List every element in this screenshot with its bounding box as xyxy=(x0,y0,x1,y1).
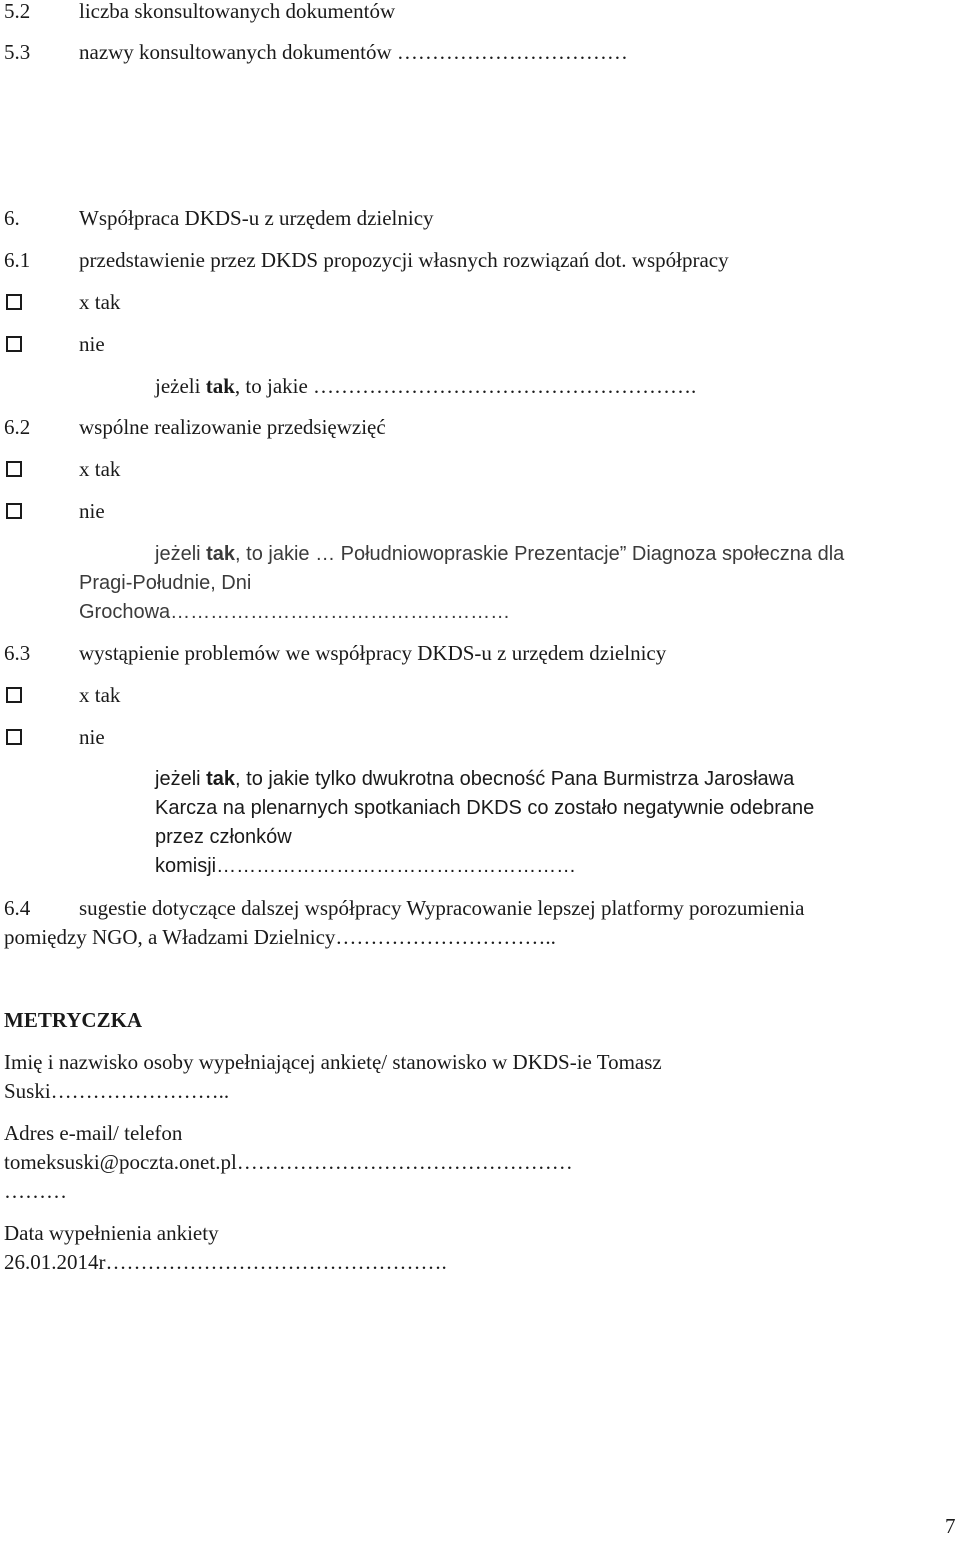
metryczka-contact-label: Adres e-mail/ telefon xyxy=(4,1121,183,1145)
question-number: 6.3 xyxy=(4,641,31,665)
metryczka-date-label: Data wypełnienia ankiety xyxy=(4,1221,219,1245)
option-6-3-yes-label: x tak xyxy=(79,683,121,707)
section-number: 6. xyxy=(4,206,20,230)
followup-6-1 xyxy=(155,372,696,401)
followup-6-3-line2: Karcza na plenarnych spotkaniach DKDS co zostało negatywnie odebrane xyxy=(155,797,815,819)
followup-tak: tak xyxy=(206,768,236,790)
option-6-1-no-label: nie xyxy=(79,332,105,356)
checkbox-6-1-yes[interactable] xyxy=(6,294,22,310)
checkbox-6-2-no[interactable] xyxy=(6,503,22,519)
followup-prefix: jeżeli xyxy=(155,768,207,790)
section-title: Współpraca DKDS-u z urzędem dzielnicy xyxy=(79,206,434,230)
followup-6-2-line2: Pragi-Południe, Dni xyxy=(79,572,252,594)
question-6-4-line2: pomiędzy NGO, a Władzami Dzielnicy………………………….. xyxy=(4,925,556,949)
followup-rest: , to jakie tylko dwukrotna obecność Pana Burmistrza Jarosława xyxy=(235,768,795,790)
item-5-3 xyxy=(4,38,628,67)
question-text: sugestie dotyczące dalszej współpracy Wypracowanie lepszej platformy porozumienia xyxy=(79,896,805,920)
question-number: 6.4 xyxy=(4,896,31,920)
checkbox-6-3-yes[interactable] xyxy=(6,687,22,703)
followup-rest: , to jakie ………………………………………………. xyxy=(234,374,697,398)
metryczka-name-line2: Suski…………………….. xyxy=(4,1079,230,1103)
option-6-2-no-label: nie xyxy=(79,499,105,523)
metryczka-contact-line2: ……… xyxy=(4,1179,67,1203)
item-number: 5.2 xyxy=(4,0,31,23)
question-6-4 xyxy=(4,894,805,923)
question-number: 6.2 xyxy=(4,415,31,439)
question-text: wspólne realizowanie przedsięwzięć xyxy=(79,415,386,439)
metryczka-name-line1: Imię i nazwisko osoby wypełniającej ankietę/ stanowisko w DKDS-ie Tomasz xyxy=(4,1050,662,1074)
option-6-2-yes-label: x tak xyxy=(79,457,121,481)
metryczka-heading: METRYCZKA xyxy=(4,1008,143,1032)
option-6-1-yes-label: x tak xyxy=(79,290,121,314)
section-6-heading xyxy=(4,204,434,233)
followup-tak: tak xyxy=(205,374,235,398)
question-6-3 xyxy=(4,639,667,668)
metryczka-date-value: 26.01.2014r…………………………………………. xyxy=(4,1250,447,1274)
followup-6-3 xyxy=(155,765,794,794)
item-text: nazwy konsultowanych dokumentów …………………………… xyxy=(79,40,628,64)
metryczka-contact-line1: tomeksuski@poczta.onet.pl………………………………………… xyxy=(4,1150,573,1174)
page-number: 7 xyxy=(945,1514,956,1538)
question-number: 6.1 xyxy=(4,248,31,272)
followup-rest: , to jakie … Południowopraskie Prezentacje” Diagnoza społeczna dla xyxy=(235,543,845,565)
question-text: wystąpienie problemów we współpracy DKDS-u z urzędem dzielnicy xyxy=(79,641,667,665)
item-5-2 xyxy=(4,0,396,26)
followup-tak: tak xyxy=(206,543,236,565)
checkbox-6-1-no[interactable] xyxy=(6,336,22,352)
question-text: przedstawienie przez DKDS propozycji własnych rozwiązań dot. współpracy xyxy=(79,248,729,272)
followup-prefix: jeżeli xyxy=(155,543,207,565)
followup-6-2-line3: Grochowa…………………………………………… xyxy=(79,601,511,623)
item-text: liczba skonsultowanych dokumentów xyxy=(79,0,396,23)
followup-6-3-line3: przez członków xyxy=(155,826,292,848)
followup-prefix: jeżeli xyxy=(155,374,206,398)
question-6-1 xyxy=(4,246,729,275)
item-number: 5.3 xyxy=(4,40,31,64)
checkbox-6-3-no[interactable] xyxy=(6,729,22,745)
followup-6-3-line4: komisji……………………………………………… xyxy=(155,855,577,877)
checkbox-6-2-yes[interactable] xyxy=(6,461,22,477)
question-6-2 xyxy=(4,413,386,442)
followup-6-2 xyxy=(155,540,844,569)
option-6-3-no-label: nie xyxy=(79,725,105,749)
